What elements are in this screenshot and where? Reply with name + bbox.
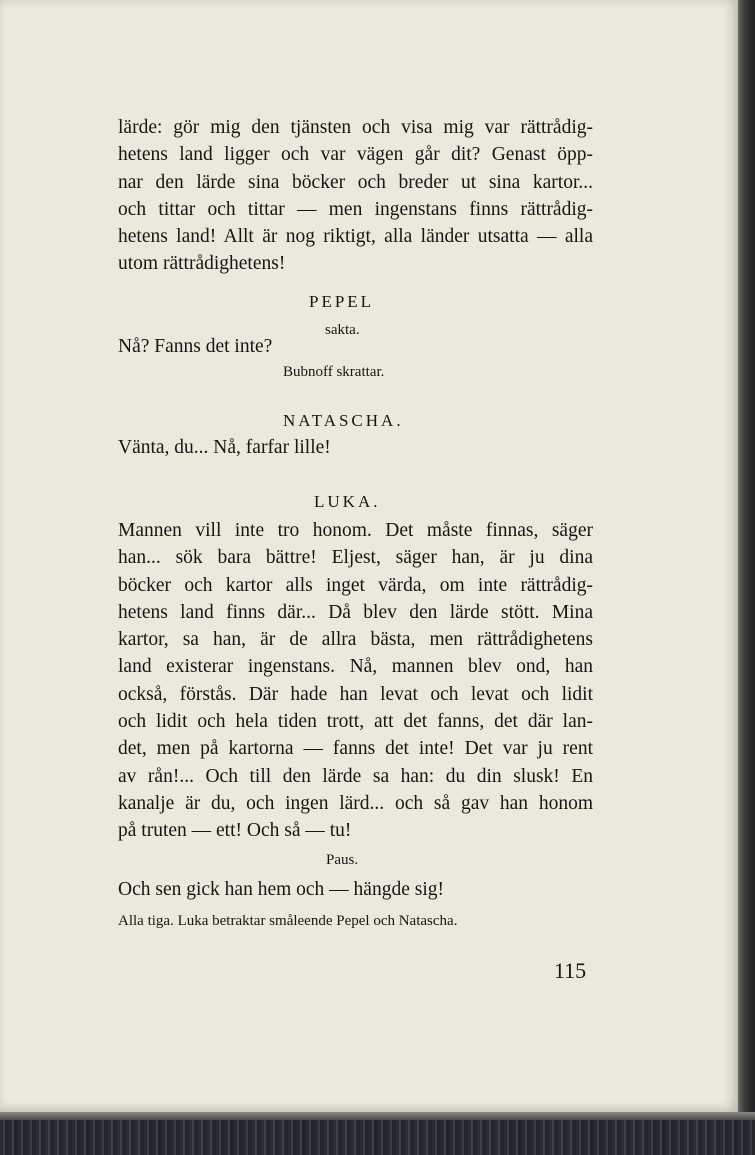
text-line: hetens land finns där... Då blev den lärde stött. Mina: [118, 601, 593, 623]
speaker-pepel: PEPEL: [309, 292, 375, 311]
stage-direction-bubnoff: Bubnoff skrattar.: [283, 364, 385, 380]
text-line: land existerar ingenstans. Nå, mannen blev ond, han: [118, 656, 593, 678]
text-line: kanalje är du, och ingen lärd... och så gav han honom: [118, 792, 593, 814]
text-line: utom rättrådighetens!: [118, 253, 286, 275]
scanner-bed-edge: [0, 1112, 755, 1155]
text-line: Mannen vill inte tro honom. Det måste finnas, säger: [118, 520, 593, 541]
dialogue-pepel: Nå? Fanns det inte?: [118, 336, 273, 357]
page-number: 115: [554, 958, 587, 983]
book-spine-edge: [738, 0, 755, 1120]
text-line: kartor, sa han, är de allra bästa, men rättrådighetens: [118, 629, 593, 651]
dialogue-natascha: Vänta, du... Nå, farfar lille!: [118, 437, 331, 458]
speaker-natascha: NATASCHA.: [283, 411, 404, 430]
paragraph-1: [118, 114, 593, 278]
text-line: av rån!... Och till den lärde sa han: du din slusk! En: [118, 765, 593, 787]
text-line: han... sök bara bättre! Eljest, säger han, är ju dina: [118, 547, 593, 569]
stage-direction-paus: Paus.: [326, 852, 359, 868]
text-line: böcker och kartor alls inget värda, om inte rättrådig-: [118, 574, 593, 596]
text-line: det, men på kartorna — fanns det inte! Det var ju rent: [118, 738, 593, 760]
text-line: hetens land ligger och var vägen går dit? Genast öpp-: [118, 144, 593, 166]
text-line: hetens land! Allt är nog riktigt, alla länder utsatta — alla: [118, 226, 593, 248]
text-line: också, förstås. Där hade han levat och levat och lidit: [118, 683, 593, 705]
dialogue-luka: [118, 517, 593, 845]
text-line: och tittar och tittar — men ingenstans finns rättrådig-: [118, 198, 593, 220]
stage-direction-sakta: sakta.: [325, 322, 360, 338]
text-line: på truten — ett! Och så — tu!: [118, 820, 352, 842]
dialogue-luka-final: Och sen gick han hem och — hängde sig!: [118, 879, 444, 900]
text-line: och lidit och hela tiden trott, att det fanns, det där lan-: [118, 711, 593, 733]
text-line: nar den lärde sina böcker och breder ut sina kartor...: [118, 171, 593, 193]
stage-direction-final: Alla tiga. Luka betraktar småleende Pepel och Natascha.: [118, 913, 458, 929]
text-line: lärde: gör mig den tjänsten och visa mig var rättrådig-: [118, 117, 593, 138]
speaker-luka: LUKA.: [314, 492, 381, 511]
